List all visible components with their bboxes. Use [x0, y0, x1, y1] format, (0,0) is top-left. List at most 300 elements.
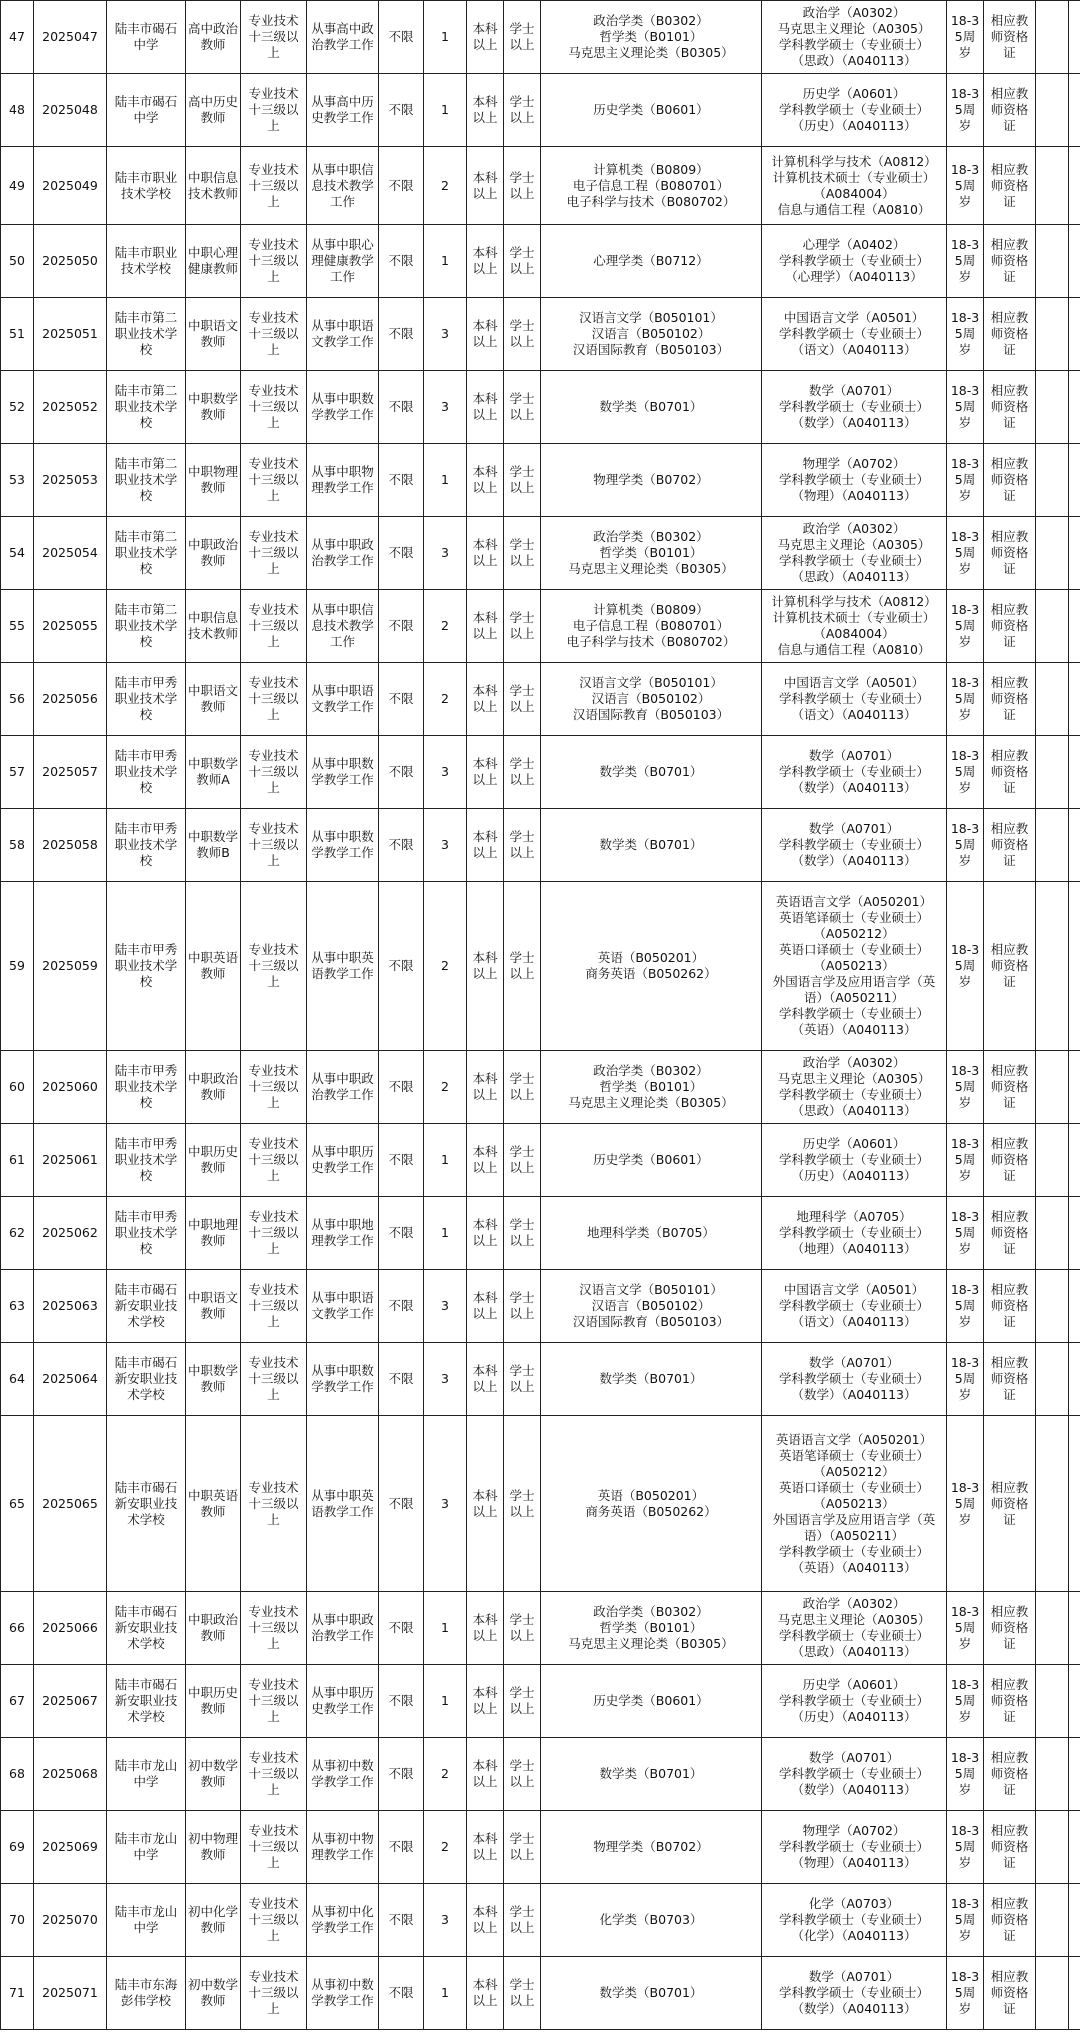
row-number: 58	[1, 809, 34, 882]
undergraduate-majors: 历史学类（B0601）	[541, 74, 762, 147]
certificate-requirement: 相应教师资格证	[984, 298, 1036, 371]
postgraduate-majors: 数学（A0701） 学科教学硕士（专业硕士） （数学）（A040113）	[762, 1343, 947, 1416]
position-name: 高中历史教师	[186, 74, 241, 147]
position-code: 2025067	[34, 1665, 107, 1738]
row-number: 60	[1, 1051, 34, 1124]
recruitment-scope: 不限	[379, 1270, 424, 1343]
table-row	[1, 1884, 1080, 1957]
hiring-count: 1	[424, 74, 467, 147]
hiring-unit: 陆丰市第二职业技术学校	[107, 444, 186, 517]
position-name: 中职语文教师	[186, 663, 241, 736]
extra-cell	[1069, 517, 1080, 590]
remark-cell	[1036, 882, 1069, 1051]
postgraduate-majors: 计算机科学与技术（A0812） 计算机技术硕士（专业硕士） （A084004） 信息与通信工程（A0810）	[762, 590, 947, 663]
position-level: 专业技术十三级以上	[241, 1665, 307, 1738]
certificate-requirement: 相应教师资格证	[984, 517, 1036, 590]
row-number: 64	[1, 1343, 34, 1416]
position-code: 2025053	[34, 444, 107, 517]
position-name: 中职信息技术教师	[186, 590, 241, 663]
recruitment-scope: 不限	[379, 74, 424, 147]
job-duty: 从事中职数学教学工作	[307, 809, 379, 882]
recruitment-scope: 不限	[379, 517, 424, 590]
position-name: 中职英语教师	[186, 1416, 241, 1592]
degree-requirement: 学士以上	[504, 371, 541, 444]
undergraduate-majors: 汉语言文学（B050101） 汉语言（B050102） 汉语国际教育（B050103）	[541, 663, 762, 736]
job-duty: 从事中职数学教学工作	[307, 736, 379, 809]
position-code: 2025051	[34, 298, 107, 371]
certificate-requirement: 相应教师资格证	[984, 1592, 1036, 1665]
hiring-count: 1	[424, 1197, 467, 1270]
hiring-count: 2	[424, 590, 467, 663]
age-requirement: 18-35周岁	[947, 298, 984, 371]
position-code: 2025056	[34, 663, 107, 736]
undergraduate-majors: 英语（B050201） 商务英语（B050262）	[541, 882, 762, 1051]
age-requirement: 18-35周岁	[947, 882, 984, 1051]
degree-requirement: 学士以上	[504, 1124, 541, 1197]
education-requirement: 本科以上	[467, 1884, 504, 1957]
undergraduate-majors: 历史学类（B0601）	[541, 1124, 762, 1197]
table-row	[1, 1416, 1080, 1592]
undergraduate-majors: 政治学类（B0302） 哲学类（B0101） 马克思主义理论类（B0305）	[541, 1051, 762, 1124]
remark-cell	[1036, 809, 1069, 882]
undergraduate-majors: 数学类（B0701）	[541, 1957, 762, 2030]
recruitment-scope: 不限	[379, 663, 424, 736]
job-duty: 从事初中物理教学工作	[307, 1811, 379, 1884]
position-level: 专业技术十三级以上	[241, 1051, 307, 1124]
position-name: 中职心理健康教师	[186, 225, 241, 298]
position-code: 2025049	[34, 147, 107, 225]
age-requirement: 18-35周岁	[947, 1, 984, 74]
position-code: 2025069	[34, 1811, 107, 1884]
position-level: 专业技术十三级以上	[241, 1343, 307, 1416]
job-duty: 从事中职政治教学工作	[307, 517, 379, 590]
remark-cell	[1036, 444, 1069, 517]
age-requirement: 18-35周岁	[947, 225, 984, 298]
table-row	[1, 1051, 1080, 1124]
extra-cell	[1069, 1738, 1080, 1811]
position-code: 2025060	[34, 1051, 107, 1124]
position-code: 2025068	[34, 1738, 107, 1811]
position-name: 中职语文教师	[186, 298, 241, 371]
recruitment-scope: 不限	[379, 1197, 424, 1270]
row-number: 69	[1, 1811, 34, 1884]
hiring-unit: 陆丰市甲秀职业技术学校	[107, 882, 186, 1051]
remark-cell	[1036, 1, 1069, 74]
age-requirement: 18-35周岁	[947, 1884, 984, 1957]
hiring-unit: 陆丰市职业技术学校	[107, 147, 186, 225]
remark-cell	[1036, 147, 1069, 225]
extra-cell	[1069, 663, 1080, 736]
extra-cell	[1069, 225, 1080, 298]
hiring-count: 3	[424, 736, 467, 809]
education-requirement: 本科以上	[467, 1, 504, 74]
hiring-count: 1	[424, 1957, 467, 2030]
hiring-unit: 陆丰市第二职业技术学校	[107, 371, 186, 444]
position-code: 2025050	[34, 225, 107, 298]
recruitment-scope: 不限	[379, 1416, 424, 1592]
extra-cell	[1069, 1124, 1080, 1197]
row-number: 56	[1, 663, 34, 736]
hiring-unit: 陆丰市碣石中学	[107, 74, 186, 147]
degree-requirement: 学士以上	[504, 225, 541, 298]
undergraduate-majors: 数学类（B0701）	[541, 1738, 762, 1811]
position-name: 中职地理教师	[186, 1197, 241, 1270]
table-row	[1, 882, 1080, 1051]
degree-requirement: 学士以上	[504, 517, 541, 590]
hiring-unit: 陆丰市甲秀职业技术学校	[107, 736, 186, 809]
postgraduate-majors: 历史学（A0601） 学科教学硕士（专业硕士） （历史）（A040113）	[762, 1665, 947, 1738]
extra-cell	[1069, 882, 1080, 1051]
position-name: 中职历史教师	[186, 1665, 241, 1738]
position-name: 中职语文教师	[186, 1270, 241, 1343]
hiring-count: 3	[424, 809, 467, 882]
position-code: 2025066	[34, 1592, 107, 1665]
table-row	[1, 663, 1080, 736]
education-requirement: 本科以上	[467, 298, 504, 371]
remark-cell	[1036, 1051, 1069, 1124]
row-number: 65	[1, 1416, 34, 1592]
hiring-count: 3	[424, 1884, 467, 1957]
extra-cell	[1069, 298, 1080, 371]
certificate-requirement: 相应教师资格证	[984, 1270, 1036, 1343]
table-row	[1, 298, 1080, 371]
certificate-requirement: 相应教师资格证	[984, 1197, 1036, 1270]
age-requirement: 18-35周岁	[947, 371, 984, 444]
hiring-count: 1	[424, 1124, 467, 1197]
table-row	[1, 590, 1080, 663]
hiring-count: 3	[424, 298, 467, 371]
row-number: 59	[1, 882, 34, 1051]
hiring-count: 1	[424, 1, 467, 74]
remark-cell	[1036, 225, 1069, 298]
position-name: 初中化学教师	[186, 1884, 241, 1957]
degree-requirement: 学士以上	[504, 1811, 541, 1884]
job-duty: 从事中职历史教学工作	[307, 1665, 379, 1738]
table-row	[1, 736, 1080, 809]
recruitment-scope: 不限	[379, 147, 424, 225]
certificate-requirement: 相应教师资格证	[984, 1957, 1036, 2030]
remark-cell	[1036, 1416, 1069, 1592]
hiring-unit: 陆丰市东海彭伟学校	[107, 1957, 186, 2030]
postgraduate-majors: 数学（A0701） 学科教学硕士（专业硕士） （数学）（A040113）	[762, 736, 947, 809]
undergraduate-majors: 政治学类（B0302） 哲学类（B0101） 马克思主义理论类（B0305）	[541, 1592, 762, 1665]
hiring-unit: 陆丰市碣石新安职业技术学校	[107, 1270, 186, 1343]
position-level: 专业技术十三级以上	[241, 663, 307, 736]
position-name: 中职数学教师A	[186, 736, 241, 809]
recruitment-scope: 不限	[379, 298, 424, 371]
education-requirement: 本科以上	[467, 663, 504, 736]
row-number: 70	[1, 1884, 34, 1957]
row-number: 61	[1, 1124, 34, 1197]
education-requirement: 本科以上	[467, 882, 504, 1051]
remark-cell	[1036, 1738, 1069, 1811]
degree-requirement: 学士以上	[504, 1592, 541, 1665]
extra-cell	[1069, 1416, 1080, 1592]
job-duty: 从事初中数学教学工作	[307, 1957, 379, 2030]
hiring-count: 1	[424, 1665, 467, 1738]
undergraduate-majors: 化学类（B0703）	[541, 1884, 762, 1957]
age-requirement: 18-35周岁	[947, 74, 984, 147]
undergraduate-majors: 数学类（B0701）	[541, 809, 762, 882]
remark-cell	[1036, 663, 1069, 736]
degree-requirement: 学士以上	[504, 1884, 541, 1957]
age-requirement: 18-35周岁	[947, 1592, 984, 1665]
education-requirement: 本科以上	[467, 1592, 504, 1665]
degree-requirement: 学士以上	[504, 1343, 541, 1416]
recruitment-scope: 不限	[379, 1051, 424, 1124]
education-requirement: 本科以上	[467, 517, 504, 590]
education-requirement: 本科以上	[467, 371, 504, 444]
recruitment-scope: 不限	[379, 882, 424, 1051]
postgraduate-majors: 政治学（A0302） 马克思主义理论（A0305） 学科教学硕士（专业硕士） （思政）（A040113）	[762, 1051, 947, 1124]
hiring-count: 2	[424, 663, 467, 736]
hiring-unit: 陆丰市碣石新安职业技术学校	[107, 1416, 186, 1592]
extra-cell	[1069, 590, 1080, 663]
undergraduate-majors: 数学类（B0701）	[541, 736, 762, 809]
age-requirement: 18-35周岁	[947, 1051, 984, 1124]
extra-cell	[1069, 371, 1080, 444]
table-row	[1, 1811, 1080, 1884]
education-requirement: 本科以上	[467, 1957, 504, 2030]
postgraduate-majors: 物理学（A0702） 学科教学硕士（专业硕士） （物理）（A040113）	[762, 1811, 947, 1884]
postgraduate-majors: 政治学（A0302） 马克思主义理论（A0305） 学科教学硕士（专业硕士） （思政）（A040113）	[762, 1592, 947, 1665]
table-row	[1, 1957, 1080, 2030]
certificate-requirement: 相应教师资格证	[984, 1811, 1036, 1884]
position-code: 2025064	[34, 1343, 107, 1416]
remark-cell	[1036, 74, 1069, 147]
certificate-requirement: 相应教师资格证	[984, 1665, 1036, 1738]
remark-cell	[1036, 298, 1069, 371]
hiring-count: 1	[424, 444, 467, 517]
remark-cell	[1036, 1197, 1069, 1270]
education-requirement: 本科以上	[467, 147, 504, 225]
job-duty: 从事初中化学教学工作	[307, 1884, 379, 1957]
extra-cell	[1069, 1957, 1080, 2030]
hiring-unit: 陆丰市碣石中学	[107, 1, 186, 74]
position-name: 中职政治教师	[186, 517, 241, 590]
hiring-unit: 陆丰市甲秀职业技术学校	[107, 1197, 186, 1270]
education-requirement: 本科以上	[467, 1051, 504, 1124]
table-row	[1, 809, 1080, 882]
position-code: 2025061	[34, 1124, 107, 1197]
job-duty: 从事高中历史教学工作	[307, 74, 379, 147]
extra-cell	[1069, 1343, 1080, 1416]
age-requirement: 18-35周岁	[947, 1270, 984, 1343]
postgraduate-majors: 中国语言文学（A0501） 学科教学硕士（专业硕士） （语文）（A040113）	[762, 663, 947, 736]
recruitment-scope: 不限	[379, 1665, 424, 1738]
remark-cell	[1036, 1592, 1069, 1665]
education-requirement: 本科以上	[467, 1343, 504, 1416]
table-row	[1, 1738, 1080, 1811]
job-duty: 从事中职语文教学工作	[307, 1270, 379, 1343]
job-duty: 从事中职信息技术教学工作	[307, 590, 379, 663]
remark-cell	[1036, 1124, 1069, 1197]
age-requirement: 18-35周岁	[947, 1738, 984, 1811]
job-duty: 从事中职数学教学工作	[307, 1343, 379, 1416]
row-number: 57	[1, 736, 34, 809]
position-level: 专业技术十三级以上	[241, 298, 307, 371]
age-requirement: 18-35周岁	[947, 1124, 984, 1197]
position-code: 2025059	[34, 882, 107, 1051]
education-requirement: 本科以上	[467, 736, 504, 809]
position-name: 初中数学教师	[186, 1738, 241, 1811]
position-level: 专业技术十三级以上	[241, 74, 307, 147]
extra-cell	[1069, 1665, 1080, 1738]
position-level: 专业技术十三级以上	[241, 1124, 307, 1197]
row-number: 51	[1, 298, 34, 371]
position-level: 专业技术十三级以上	[241, 1, 307, 74]
hiring-count: 2	[424, 1811, 467, 1884]
postgraduate-majors: 物理学（A0702） 学科教学硕士（专业硕士） （物理）（A040113）	[762, 444, 947, 517]
certificate-requirement: 相应教师资格证	[984, 74, 1036, 147]
undergraduate-majors: 英语（B050201） 商务英语（B050262）	[541, 1416, 762, 1592]
table-row	[1, 1270, 1080, 1343]
job-duty: 从事中职政治教学工作	[307, 1051, 379, 1124]
postgraduate-majors: 英语语言文学（A050201） 英语笔译硕士（专业硕士） （A050212） 英语口译硕士（专业硕士） （A050213） 外国语言学及应用语言学（英语）（A050211） 学科教学硕士（专业硕士） （英语）（A040113）	[762, 882, 947, 1051]
job-duty: 从事中职信息技术教学工作	[307, 147, 379, 225]
undergraduate-majors: 汉语言文学（B050101） 汉语言（B050102） 汉语国际教育（B050103）	[541, 298, 762, 371]
hiring-count: 3	[424, 1343, 467, 1416]
degree-requirement: 学士以上	[504, 298, 541, 371]
education-requirement: 本科以上	[467, 1270, 504, 1343]
position-code: 2025071	[34, 1957, 107, 2030]
position-level: 专业技术十三级以上	[241, 225, 307, 298]
recruitment-scope: 不限	[379, 371, 424, 444]
education-requirement: 本科以上	[467, 1124, 504, 1197]
row-number: 63	[1, 1270, 34, 1343]
position-level: 专业技术十三级以上	[241, 809, 307, 882]
age-requirement: 18-35周岁	[947, 663, 984, 736]
table-row	[1, 1197, 1080, 1270]
table-row	[1, 1124, 1080, 1197]
hiring-count: 2	[424, 147, 467, 225]
certificate-requirement: 相应教师资格证	[984, 736, 1036, 809]
position-level: 专业技术十三级以上	[241, 1416, 307, 1592]
hiring-count: 1	[424, 1592, 467, 1665]
hiring-unit: 陆丰市碣石新安职业技术学校	[107, 1343, 186, 1416]
degree-requirement: 学士以上	[504, 1197, 541, 1270]
certificate-requirement: 相应教师资格证	[984, 1051, 1036, 1124]
row-number: 47	[1, 1, 34, 74]
position-level: 专业技术十三级以上	[241, 1884, 307, 1957]
postgraduate-majors: 数学（A0701） 学科教学硕士（专业硕士） （数学）（A040113）	[762, 809, 947, 882]
postgraduate-majors: 历史学（A0601） 学科教学硕士（专业硕士） （历史）（A040113）	[762, 1124, 947, 1197]
hiring-unit: 陆丰市第二职业技术学校	[107, 517, 186, 590]
position-level: 专业技术十三级以上	[241, 1197, 307, 1270]
row-number: 67	[1, 1665, 34, 1738]
recruitment-scope: 不限	[379, 225, 424, 298]
degree-requirement: 学士以上	[504, 444, 541, 517]
postgraduate-majors: 政治学（A0302） 马克思主义理论（A0305） 学科教学硕士（专业硕士） （思政）（A040113）	[762, 1, 947, 74]
position-level: 专业技术十三级以上	[241, 1957, 307, 2030]
hiring-unit: 陆丰市龙山中学	[107, 1738, 186, 1811]
education-requirement: 本科以上	[467, 1738, 504, 1811]
extra-cell	[1069, 1, 1080, 74]
hiring-count: 3	[424, 371, 467, 444]
table-row	[1, 225, 1080, 298]
position-code: 2025057	[34, 736, 107, 809]
degree-requirement: 学士以上	[504, 1051, 541, 1124]
row-number: 53	[1, 444, 34, 517]
certificate-requirement: 相应教师资格证	[984, 1738, 1036, 1811]
degree-requirement: 学士以上	[504, 1738, 541, 1811]
undergraduate-majors: 心理学类（B0712）	[541, 225, 762, 298]
degree-requirement: 学士以上	[504, 1957, 541, 2030]
certificate-requirement: 相应教师资格证	[984, 444, 1036, 517]
row-number: 66	[1, 1592, 34, 1665]
certificate-requirement: 相应教师资格证	[984, 371, 1036, 444]
position-level: 专业技术十三级以上	[241, 1270, 307, 1343]
hiring-count: 2	[424, 882, 467, 1051]
position-name: 中职数学教师B	[186, 809, 241, 882]
degree-requirement: 学士以上	[504, 1, 541, 74]
table-row	[1, 147, 1080, 225]
hiring-unit: 陆丰市职业技术学校	[107, 225, 186, 298]
table-row	[1, 1343, 1080, 1416]
hiring-count: 2	[424, 1051, 467, 1124]
postgraduate-majors: 计算机科学与技术（A0812） 计算机技术硕士（专业硕士） （A084004） 信息与通信工程（A0810）	[762, 147, 947, 225]
recruitment-scope: 不限	[379, 1811, 424, 1884]
table-row	[1, 371, 1080, 444]
degree-requirement: 学士以上	[504, 663, 541, 736]
remark-cell	[1036, 1884, 1069, 1957]
age-requirement: 18-35周岁	[947, 1957, 984, 2030]
certificate-requirement: 相应教师资格证	[984, 147, 1036, 225]
position-code: 2025047	[34, 1, 107, 74]
undergraduate-majors: 计算机类（B0809） 电子信息工程（B080701） 电子科学与技术（B080702）	[541, 590, 762, 663]
job-duty: 从事中职物理教学工作	[307, 444, 379, 517]
degree-requirement: 学士以上	[504, 590, 541, 663]
extra-cell	[1069, 147, 1080, 225]
age-requirement: 18-35周岁	[947, 444, 984, 517]
remark-cell	[1036, 1270, 1069, 1343]
position-name: 初中数学教师	[186, 1957, 241, 2030]
hiring-unit: 陆丰市龙山中学	[107, 1811, 186, 1884]
postgraduate-majors: 地理科学（A0705） 学科教学硕士（专业硕士） （地理）（A040113）	[762, 1197, 947, 1270]
position-code: 2025054	[34, 517, 107, 590]
extra-cell	[1069, 74, 1080, 147]
postgraduate-majors: 数学（A0701） 学科教学硕士（专业硕士） （数学）（A040113）	[762, 371, 947, 444]
position-level: 专业技术十三级以上	[241, 882, 307, 1051]
undergraduate-majors: 物理学类（B0702）	[541, 444, 762, 517]
postgraduate-majors: 化学（A0703） 学科教学硕士（专业硕士） （化学）（A040113）	[762, 1884, 947, 1957]
postgraduate-majors: 中国语言文学（A0501） 学科教学硕士（专业硕士） （语文）（A040113）	[762, 1270, 947, 1343]
hiring-unit: 陆丰市甲秀职业技术学校	[107, 1124, 186, 1197]
age-requirement: 18-35周岁	[947, 809, 984, 882]
position-code: 2025065	[34, 1416, 107, 1592]
extra-cell	[1069, 444, 1080, 517]
extra-cell	[1069, 1051, 1080, 1124]
remark-cell	[1036, 736, 1069, 809]
position-code: 2025048	[34, 74, 107, 147]
undergraduate-majors: 物理学类（B0702）	[541, 1811, 762, 1884]
table-row	[1, 1, 1080, 74]
position-name: 中职数学教师	[186, 1343, 241, 1416]
position-name: 初中物理教师	[186, 1811, 241, 1884]
education-requirement: 本科以上	[467, 1197, 504, 1270]
remark-cell	[1036, 1343, 1069, 1416]
position-name: 中职数学教师	[186, 371, 241, 444]
position-code: 2025055	[34, 590, 107, 663]
age-requirement: 18-35周岁	[947, 517, 984, 590]
certificate-requirement: 相应教师资格证	[984, 1416, 1036, 1592]
education-requirement: 本科以上	[467, 444, 504, 517]
education-requirement: 本科以上	[467, 809, 504, 882]
position-level: 专业技术十三级以上	[241, 1592, 307, 1665]
age-requirement: 18-35周岁	[947, 590, 984, 663]
postgraduate-majors: 英语语言文学（A050201） 英语笔译硕士（专业硕士） （A050212） 英语口译硕士（专业硕士） （A050213） 外国语言学及应用语言学（英语）（A050211） 学科教学硕士（专业硕士） （英语）（A040113）	[762, 1416, 947, 1592]
hiring-count: 1	[424, 225, 467, 298]
